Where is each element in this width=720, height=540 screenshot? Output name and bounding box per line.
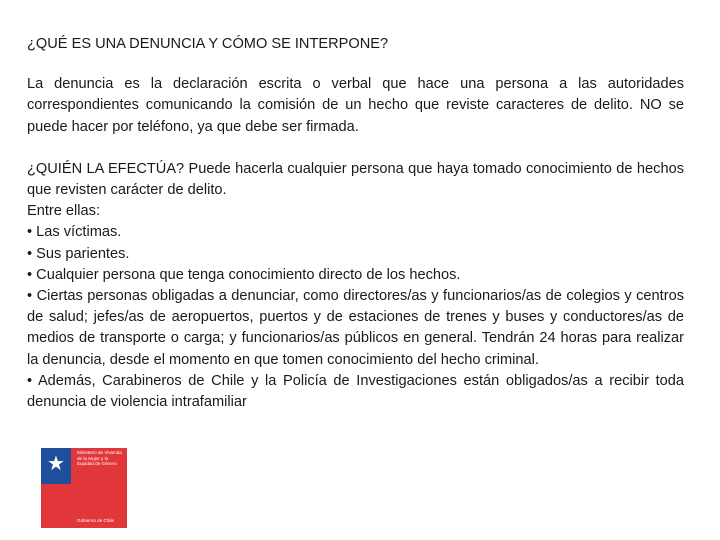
among-them-label: Entre ellas: [27,203,101,220]
page-title: ¿QUÉ ES UNA DENUNCIA Y CÓMO SE INTERPONE? [27,36,389,52]
document-body [27,34,684,413]
who-paragraph: ¿QUIÉN LA EFECTÚA? Puede hacerla cualquier persona que haya tomado conocimiento de hechos que revisten carácter de delito. [27,160,684,199]
list-item: • Las víctimas. [27,224,122,241]
star-icon: ★ [47,453,65,475]
list-item: • Cualquier persona que tenga conocimiento directo de los hechos. [27,266,461,283]
logo-government-text: Gobierno de Chile [77,518,115,523]
government-logo [41,448,127,528]
logo-ministry-text: Ministerio de Vivienda de la Mujer y la Equidad de Género [77,450,122,467]
list-item: • Además, Carabineros de Chile y la Policía de Investigaciones están obligados/as a recibir toda denuncia de violencia intrafamiliar [27,372,684,411]
who-section [27,159,684,413]
definition-paragraph: La denuncia es la declaración escrita o verbal que hace una persona a las autoridades correspondientes comunicando la comisión de un hecho que reviste caracteres de delito. NO se puede hacer por teléfono, ya que debe ser firmada. [27,76,684,135]
list-item: • Sus parientes. [27,245,130,262]
list-item: • Ciertas personas obligadas a denunciar, como directores/as y funcionarios/as de colegios y centros de salud; jefes/as de aeropuertos, puertos y de estaciones de trenes y buses y conductores/as de medios de transporte o carga; y funcionarios/as públicos en general. Tendrán 24 horas para realizar la denuncia, desde el momento en que tomen conocimiento del hecho criminal. [27,288,684,368]
